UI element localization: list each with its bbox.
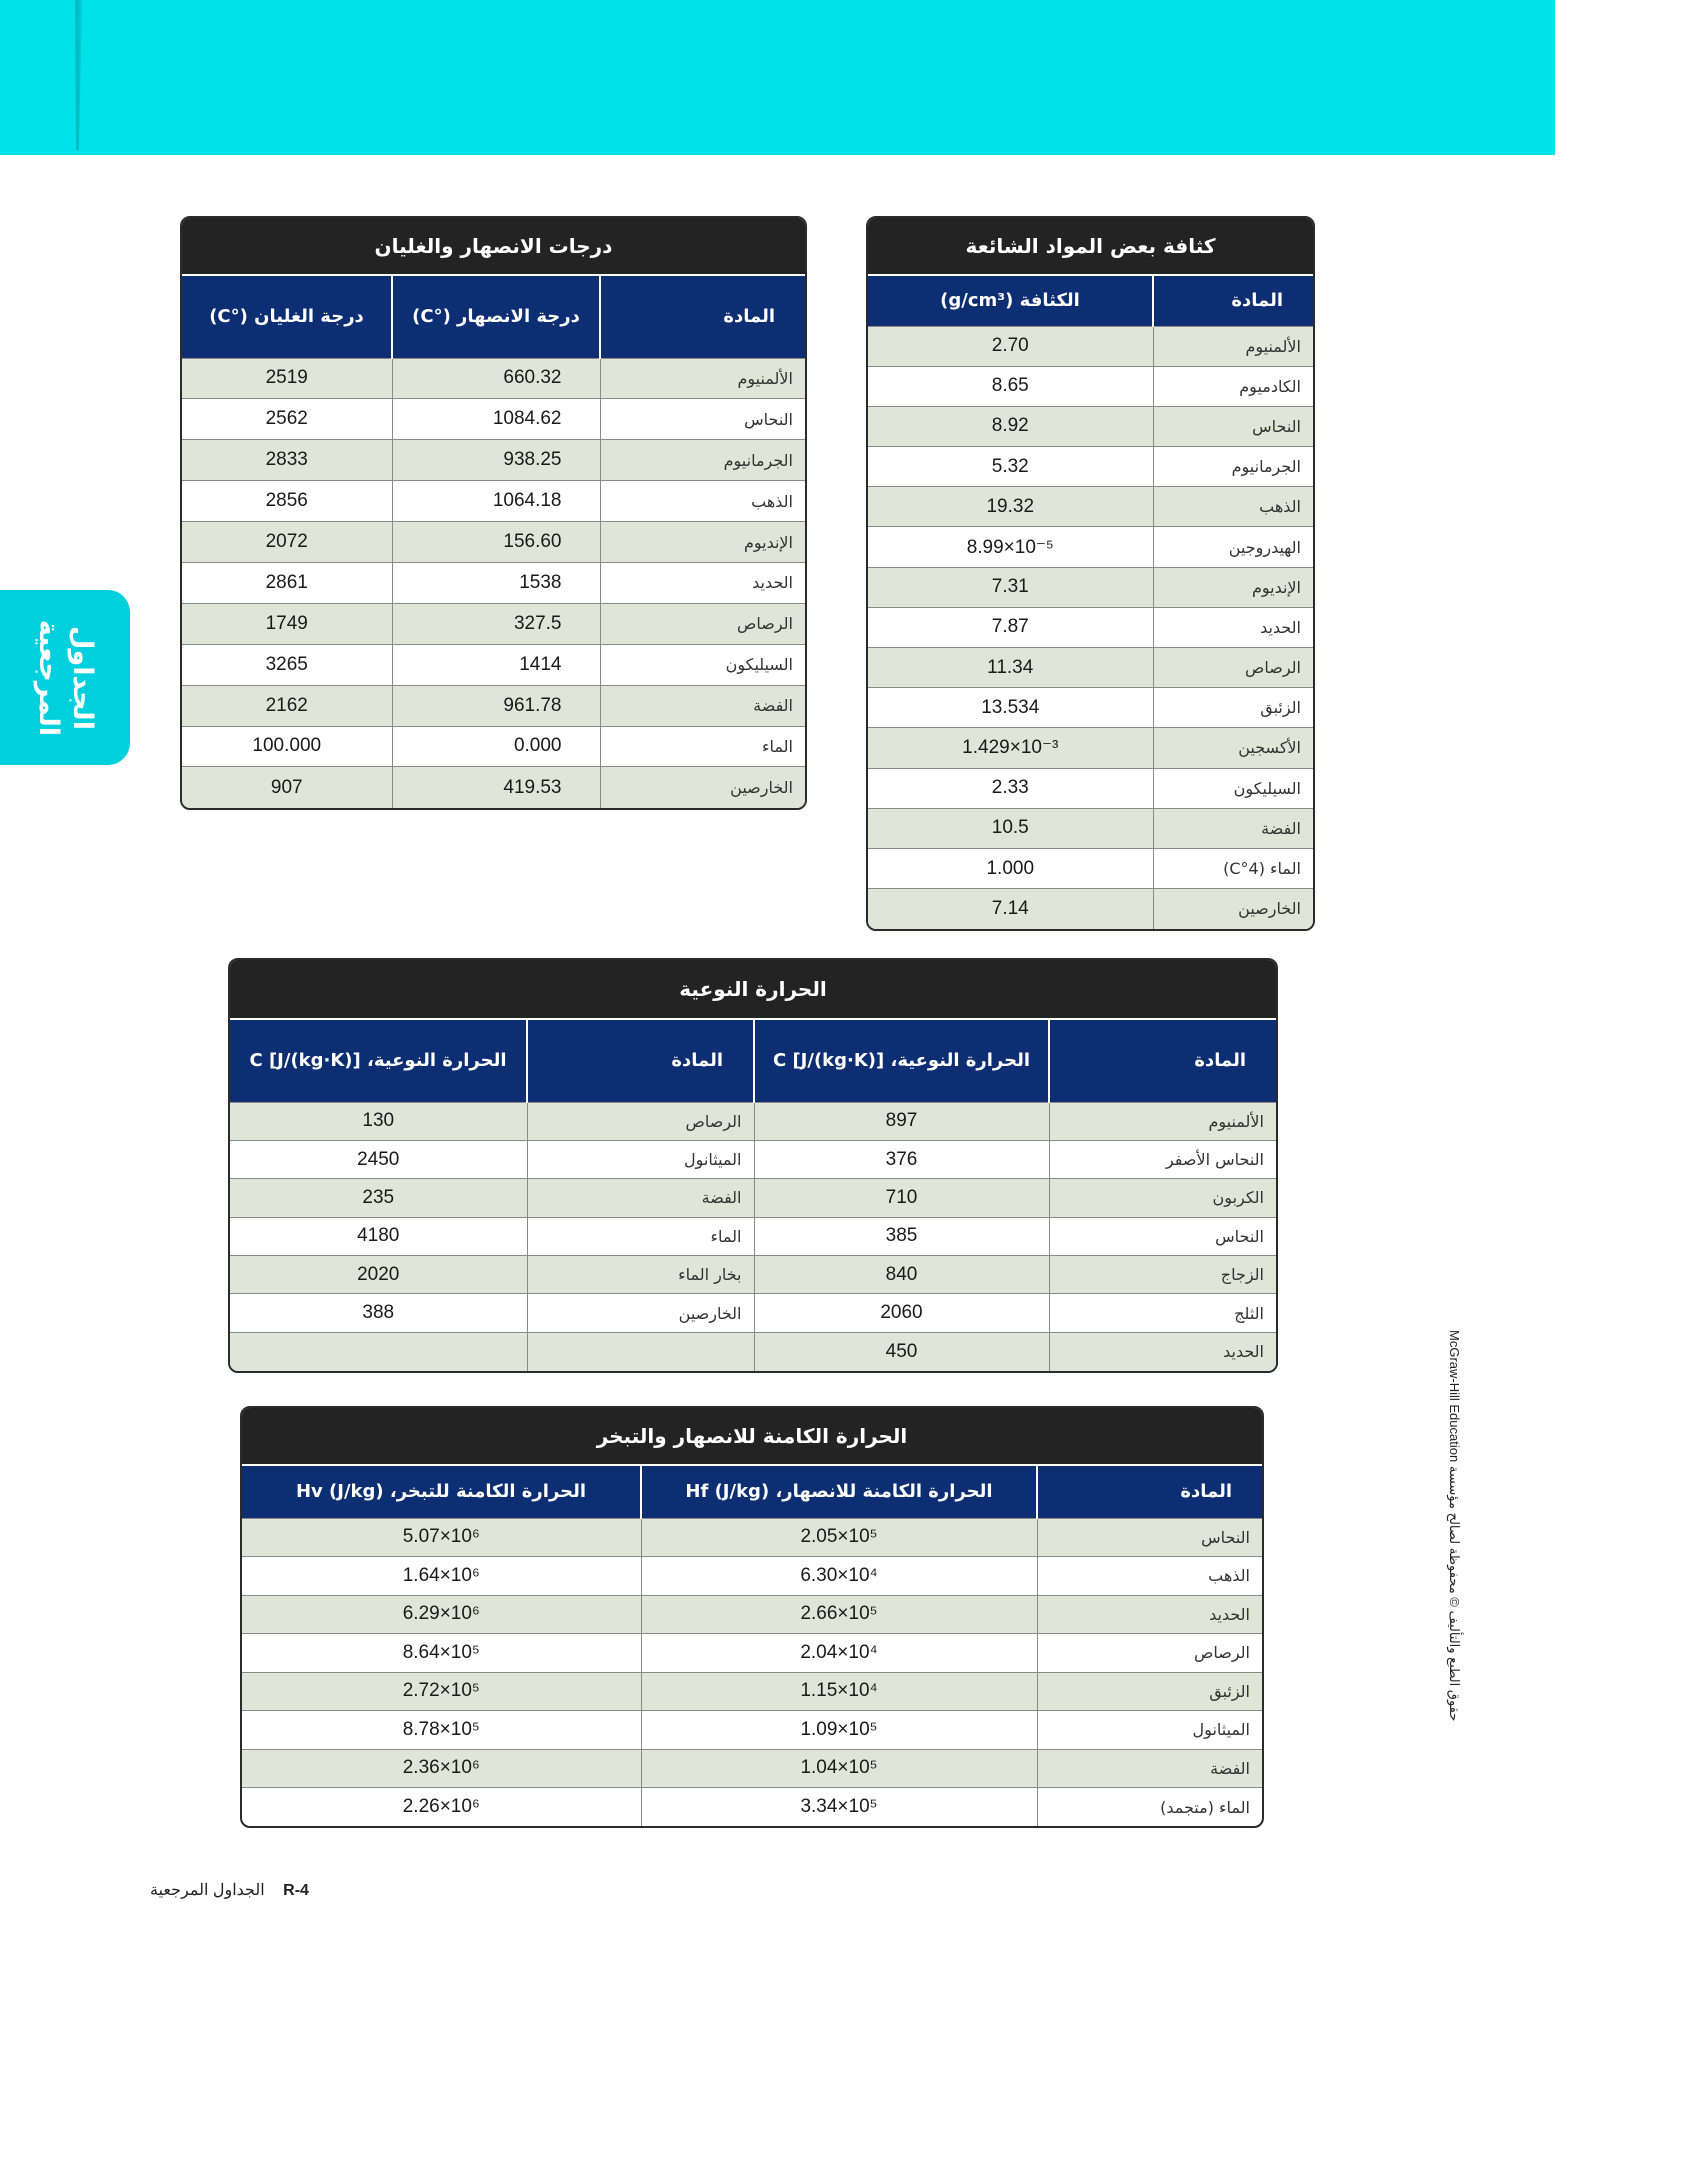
- density-header-substance: المادة: [1153, 276, 1313, 326]
- melting-row: [182, 358, 805, 399]
- substance-cell: الفضة: [1153, 808, 1313, 848]
- value-cell: 130: [230, 1102, 527, 1140]
- substance-cell: الفضة: [1037, 1749, 1262, 1788]
- value-cell: 660.32: [392, 358, 600, 399]
- specific-heat-row: [230, 1294, 1276, 1332]
- density-row: [868, 487, 1313, 527]
- latent-heat-row: [242, 1749, 1262, 1788]
- substance-cell: الماء: [600, 726, 805, 767]
- substance-cell: [527, 1332, 754, 1370]
- specific-heat-row: [230, 1140, 1276, 1178]
- substance-cell: النحاس: [1153, 406, 1313, 446]
- latent-heat-title: الحرارة الكامنة للانصهار والتبخر: [242, 1408, 1262, 1466]
- substance-cell: الميثانول: [1037, 1711, 1262, 1750]
- specific-heat-row: [230, 1102, 1276, 1140]
- value-cell: 2.26×10⁶: [242, 1788, 641, 1827]
- value-cell: 1.429×10⁻³: [868, 728, 1153, 768]
- latent-heat-row: [242, 1634, 1262, 1673]
- substance-cell: الميثانول: [527, 1140, 754, 1178]
- specific-heat-header-value-1: الحرارة النوعية، C [J/(kg·K)]: [754, 1020, 1049, 1102]
- specific-heat-table: [228, 958, 1278, 1373]
- latent-header-fusion: الحرارة الكامنة للانصهار، Hf (J/kg): [641, 1466, 1037, 1518]
- value-cell: 8.99×10⁻⁵: [868, 527, 1153, 567]
- density-row: [868, 406, 1313, 446]
- value-cell: 0.000: [392, 726, 600, 767]
- melting-header-boiling-point: درجة الغليان (°C): [182, 276, 392, 358]
- value-cell: 2.04×10⁴: [641, 1634, 1037, 1673]
- value-cell: 1538: [392, 562, 600, 603]
- melting-row: [182, 726, 805, 767]
- value-cell: 156.60: [392, 522, 600, 563]
- substance-cell: الزجاج: [1049, 1256, 1276, 1294]
- substance-cell: الرصاص: [1037, 1634, 1262, 1673]
- melting-row: [182, 603, 805, 644]
- latent-heat-row: [242, 1672, 1262, 1711]
- substance-cell: الذهب: [1153, 487, 1313, 527]
- latent-header-substance: المادة: [1037, 1466, 1262, 1518]
- value-cell: 2.66×10⁵: [641, 1595, 1037, 1634]
- value-cell: 4180: [230, 1217, 527, 1255]
- specific-heat-row: [230, 1332, 1276, 1370]
- substance-cell: الإنديوم: [600, 522, 805, 563]
- substance-cell: الحديد: [1049, 1332, 1276, 1370]
- specific-heat-row: [230, 1256, 1276, 1294]
- melting-row: [182, 685, 805, 726]
- density-header-value: الكثافة (g/cm³): [868, 276, 1153, 326]
- value-cell: 938.25: [392, 440, 600, 481]
- substance-cell: الأكسجين: [1153, 728, 1313, 768]
- substance-cell: الماء: [527, 1217, 754, 1255]
- substance-cell: النحاس: [1037, 1518, 1262, 1557]
- density-row: [868, 768, 1313, 808]
- substance-cell: الفضة: [600, 685, 805, 726]
- banner-decoration: [72, 0, 82, 150]
- value-cell: 2.70: [868, 326, 1153, 366]
- value-cell: 1084.62: [392, 399, 600, 440]
- value-cell: 1064.18: [392, 481, 600, 522]
- value-cell: 2162: [182, 685, 392, 726]
- side-tab-label: الجداول المرجعية: [33, 619, 98, 737]
- value-cell: 897: [754, 1102, 1049, 1140]
- substance-cell: النحاس الأصفر: [1049, 1140, 1276, 1178]
- latent-heat-table: [240, 1406, 1264, 1828]
- value-cell: 8.65: [868, 366, 1153, 406]
- latent-heat-row: [242, 1788, 1262, 1827]
- substance-cell: الرصاص: [600, 603, 805, 644]
- substance-cell: الحديد: [1037, 1595, 1262, 1634]
- melting-row: [182, 767, 805, 808]
- substance-cell: الهيدروجين: [1153, 527, 1313, 567]
- value-cell: 2861: [182, 562, 392, 603]
- density-row: [868, 447, 1313, 487]
- footer-label: الجداول المرجعية: [150, 1882, 265, 1899]
- melting-row: [182, 644, 805, 685]
- substance-cell: الألمنيوم: [1153, 326, 1313, 366]
- substance-cell: الخارصين: [527, 1294, 754, 1332]
- substance-cell: الحديد: [1153, 607, 1313, 647]
- value-cell: 450: [754, 1332, 1049, 1370]
- density-row: [868, 567, 1313, 607]
- substance-cell: الخارصين: [1153, 889, 1313, 929]
- value-cell: 2519: [182, 358, 392, 399]
- page-number: R-4: [283, 1882, 309, 1899]
- melting-row: [182, 562, 805, 603]
- value-cell: 327.5: [392, 603, 600, 644]
- specific-heat-row: [230, 1217, 1276, 1255]
- melting-header-melting-point: درجة الانصهار (°C): [392, 276, 600, 358]
- value-cell: 1749: [182, 603, 392, 644]
- value-cell: 100.000: [182, 726, 392, 767]
- value-cell: 2.33: [868, 768, 1153, 808]
- value-cell: 7.87: [868, 607, 1153, 647]
- value-cell: 1.04×10⁵: [641, 1749, 1037, 1788]
- value-cell: 1.000: [868, 848, 1153, 888]
- substance-cell: الزئبق: [1037, 1672, 1262, 1711]
- value-cell: 2060: [754, 1294, 1049, 1332]
- value-cell: 840: [754, 1256, 1049, 1294]
- substance-cell: الكادميوم: [1153, 366, 1313, 406]
- value-cell: 1.64×10⁶: [242, 1557, 641, 1596]
- latent-heat-row: [242, 1557, 1262, 1596]
- density-row: [868, 366, 1313, 406]
- value-cell: 2562: [182, 399, 392, 440]
- specific-heat-title: الحرارة النوعية: [230, 960, 1276, 1020]
- substance-cell: الرصاص: [527, 1102, 754, 1140]
- value-cell: 419.53: [392, 767, 600, 808]
- value-cell: 8.92: [868, 406, 1153, 446]
- substance-cell: الكربون: [1049, 1179, 1276, 1217]
- value-cell: 11.34: [868, 648, 1153, 688]
- substance-cell: الحديد: [600, 562, 805, 603]
- substance-cell: السيليكون: [600, 644, 805, 685]
- value-cell: 907: [182, 767, 392, 808]
- value-cell: 2072: [182, 522, 392, 563]
- density-row: [868, 728, 1313, 768]
- density-row: [868, 808, 1313, 848]
- value-cell: 961.78: [392, 685, 600, 726]
- substance-cell: الفضة: [527, 1179, 754, 1217]
- copyright-credit: حقوق الطبع والتأليف © محفوظة لصالح مؤسسة McGraw-Hill Education: [1447, 1330, 1462, 1722]
- value-cell: [230, 1332, 527, 1370]
- substance-cell: الجرمانيوم: [1153, 447, 1313, 487]
- value-cell: 6.29×10⁶: [242, 1595, 641, 1634]
- melting-row: [182, 522, 805, 563]
- substance-cell: بخار الماء: [527, 1256, 754, 1294]
- substance-cell: الثلج: [1049, 1294, 1276, 1332]
- value-cell: 2.05×10⁵: [641, 1518, 1037, 1557]
- value-cell: 3.34×10⁵: [641, 1788, 1037, 1827]
- value-cell: 2856: [182, 481, 392, 522]
- value-cell: 8.64×10⁵: [242, 1634, 641, 1673]
- substance-cell: النحاس: [1049, 1217, 1276, 1255]
- substance-cell: الرصاص: [1153, 648, 1313, 688]
- value-cell: 235: [230, 1179, 527, 1217]
- substance-cell: الألمنيوم: [1049, 1102, 1276, 1140]
- melting-boiling-table: [180, 216, 807, 810]
- melting-row: [182, 440, 805, 481]
- density-table: [866, 216, 1315, 931]
- page-footer: [150, 1880, 309, 1900]
- value-cell: 6.30×10⁴: [641, 1557, 1037, 1596]
- specific-heat-row: [230, 1179, 1276, 1217]
- substance-cell: السيليكون: [1153, 768, 1313, 808]
- value-cell: 1.15×10⁴: [641, 1672, 1037, 1711]
- melting-row: [182, 399, 805, 440]
- density-row: [868, 889, 1313, 929]
- substance-cell: الماء (4°C): [1153, 848, 1313, 888]
- density-row: [868, 648, 1313, 688]
- top-banner: [0, 0, 1555, 155]
- density-row: [868, 527, 1313, 567]
- density-row: [868, 607, 1313, 647]
- value-cell: 2450: [230, 1140, 527, 1178]
- value-cell: 13.534: [868, 688, 1153, 728]
- density-table-title: كثافة بعض المواد الشائعة: [868, 218, 1313, 276]
- substance-cell: النحاس: [600, 399, 805, 440]
- substance-cell: الخارصين: [600, 767, 805, 808]
- substance-cell: الإنديوم: [1153, 567, 1313, 607]
- substance-cell: الجرمانيوم: [600, 440, 805, 481]
- density-row: [868, 848, 1313, 888]
- density-row: [868, 326, 1313, 366]
- value-cell: 7.14: [868, 889, 1153, 929]
- latent-heat-row: [242, 1711, 1262, 1750]
- substance-cell: الزئبق: [1153, 688, 1313, 728]
- value-cell: 385: [754, 1217, 1049, 1255]
- substance-cell: الذهب: [1037, 1557, 1262, 1596]
- latent-heat-row: [242, 1518, 1262, 1557]
- value-cell: 3265: [182, 644, 392, 685]
- melting-header-substance: المادة: [600, 276, 805, 358]
- value-cell: 2020: [230, 1256, 527, 1294]
- value-cell: 1414: [392, 644, 600, 685]
- latent-heat-row: [242, 1595, 1262, 1634]
- specific-heat-header-substance-2: المادة: [527, 1020, 754, 1102]
- value-cell: 388: [230, 1294, 527, 1332]
- value-cell: 5.07×10⁶: [242, 1518, 641, 1557]
- value-cell: 5.32: [868, 447, 1153, 487]
- density-row: [868, 688, 1313, 728]
- latent-header-vaporization: الحرارة الكامنة للتبخر، Hv (J/kg): [242, 1466, 641, 1518]
- value-cell: 10.5: [868, 808, 1153, 848]
- side-tab: [0, 590, 130, 765]
- specific-heat-header-substance-1: المادة: [1049, 1020, 1276, 1102]
- substance-cell: الألمنيوم: [600, 358, 805, 399]
- melting-row: [182, 481, 805, 522]
- substance-cell: الماء (متجمد): [1037, 1788, 1262, 1827]
- melting-table-title: درجات الانصهار والغليان: [182, 218, 805, 276]
- value-cell: 2833: [182, 440, 392, 481]
- value-cell: 8.78×10⁵: [242, 1711, 641, 1750]
- value-cell: 710: [754, 1179, 1049, 1217]
- value-cell: 19.32: [868, 487, 1153, 527]
- value-cell: 1.09×10⁵: [641, 1711, 1037, 1750]
- specific-heat-header-value-2: الحرارة النوعية، C [J/(kg·K)]: [230, 1020, 527, 1102]
- substance-cell: الذهب: [600, 481, 805, 522]
- value-cell: 7.31: [868, 567, 1153, 607]
- value-cell: 376: [754, 1140, 1049, 1178]
- value-cell: 2.36×10⁶: [242, 1749, 641, 1788]
- value-cell: 2.72×10⁵: [242, 1672, 641, 1711]
